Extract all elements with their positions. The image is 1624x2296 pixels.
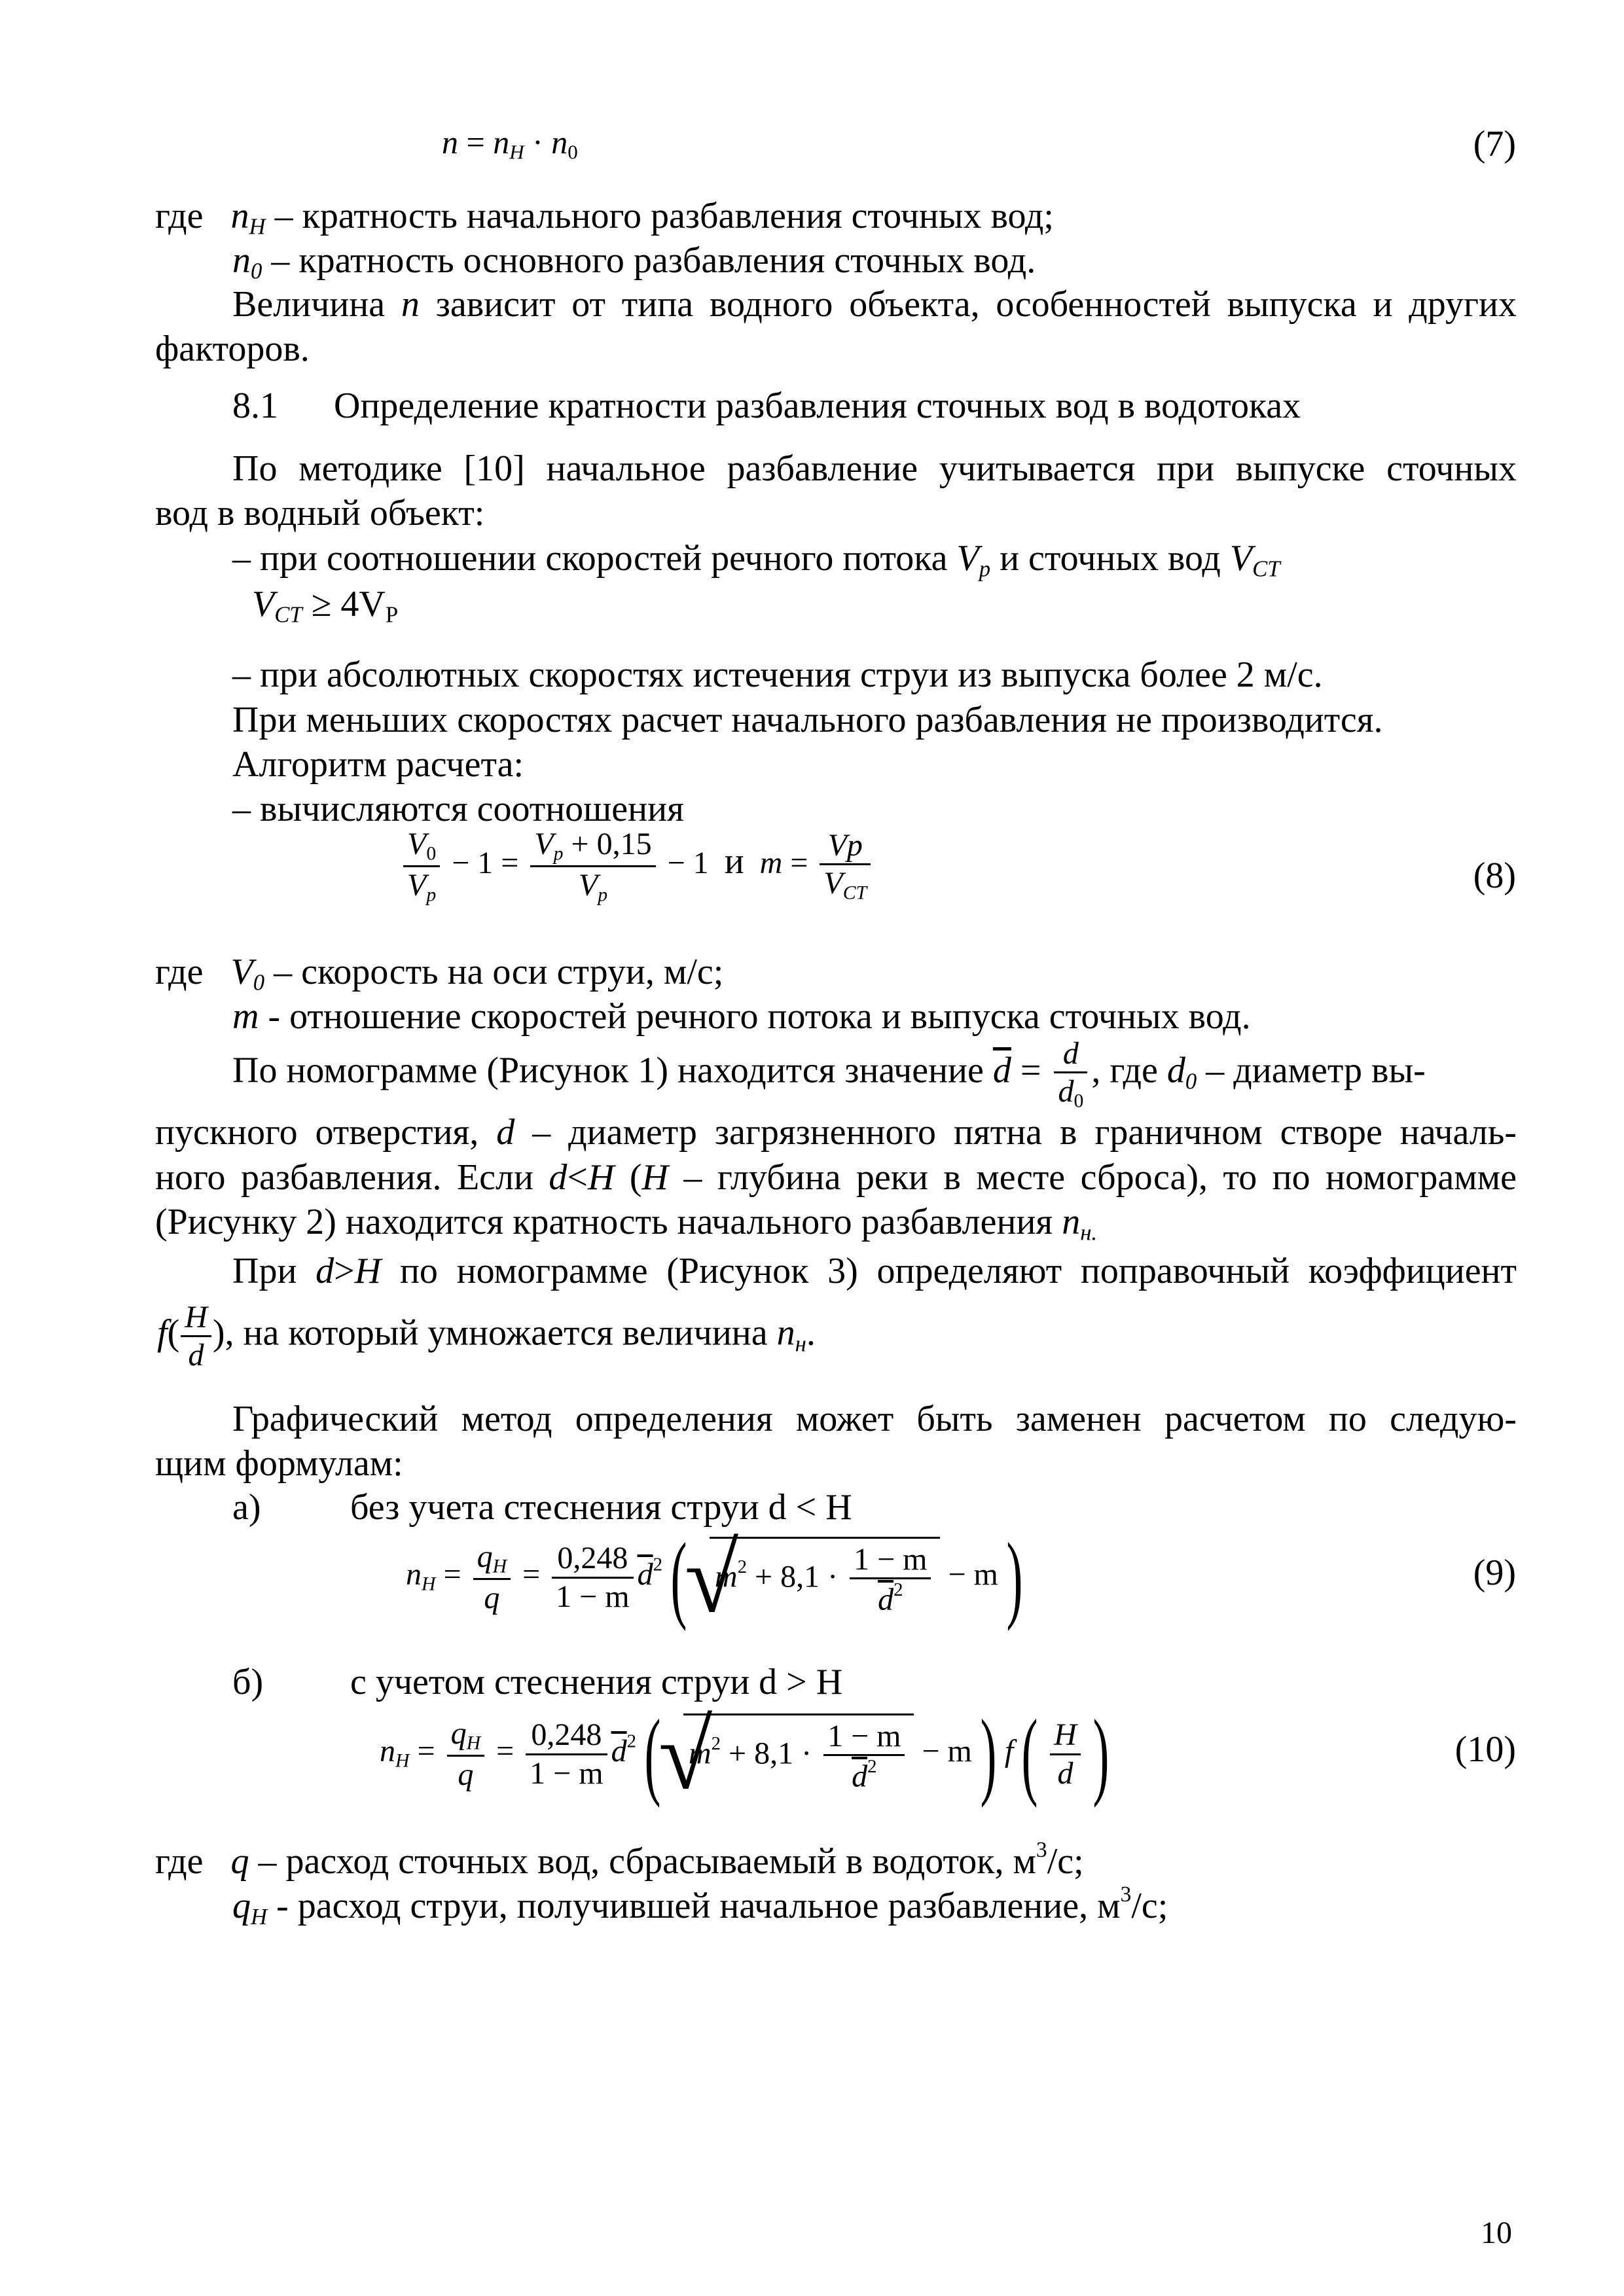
velocity-condition: $V_{CT} \ge 4V_P$ (252, 584, 399, 628)
equation-number-8: (8) (1473, 855, 1516, 896)
bullet-absolute-velocity: – при абсолютных скоростях истечения струи из выпуска более 2 м/с. (232, 655, 1323, 695)
bullet-velocity-ratio: – при соотношении скоростей речного потока $V_p$ и сточных вод $V_{CT}$ (232, 538, 1280, 582)
paragraph-nomogram-line2: пускного отверстия, d – диаметр загрязненного пятна в граничном створе началь- (155, 1112, 1517, 1153)
item-b-text: с учетом стеснения струи d > H (350, 1662, 843, 1702)
bullet-ratios: – вычисляются соотношения (232, 789, 684, 829)
equation-8: $\frac{V_0}{V_p}$ − 1 = $\frac{V_p + 0,15}{V_p}$ − 1 и m = $\frac{Vp}{V_{CT}}$ (399, 826, 875, 906)
equation-number-7: (7) (1473, 124, 1516, 164)
paragraph-value-n-line1: Величина n зависит от типа водного объекта, особенностей выпуска и других (232, 284, 1517, 325)
where-q-line: где q – расход сточных вод, сбрасываемый в водоток, $м^3/с$; (155, 1838, 1084, 1882)
paragraph-nomogram-line3: ного разбавления. Если d<H (H – глубина реки в месте сброса), то по номограмме (155, 1157, 1517, 1198)
paragraph-value-n-line2: факторов. (155, 329, 310, 369)
item-b-label: б) (232, 1662, 264, 1702)
paragraph-methodology-line1: По методике [10] начальное разбавление учитывается при выпуске сточных (232, 448, 1517, 489)
fraction-coefficient: $\frac{0,248}{1 - m}$ (552, 1540, 633, 1614)
paragraph-nomogram-1: По номограмме (Рисунок 1) находится значение $\overline{d}$ = $\frac{d}{d_0}$ , где $d_0$ – диаметр вы- (232, 1036, 1426, 1112)
fraction-H-over-d: $\frac{H}{d}$ (1050, 1717, 1081, 1791)
paragraph-algorithm: Алгоритм расчета: (232, 744, 524, 785)
paragraph-graphic-method-line1: Графический метод определения может быть заменен расчетом по следую- (232, 1399, 1517, 1439)
page-number: 10 (1481, 2215, 1512, 2250)
paragraph-correction-line2: f( $\frac{H}{d}$ ), на который умножается величина $n_н$. (157, 1300, 816, 1373)
equation-7: $n = n_H \cdot n_0$ (442, 124, 578, 164)
section-title: Определение кратности разбавления сточных вод в водотоках (334, 386, 1301, 426)
where-m-line: m - отношение скоростей речного потока и выпуска сточных вод. (232, 996, 1251, 1037)
fraction-v0-vp: $\frac{V_0}{V_p}$ (403, 826, 440, 906)
section-number: 8.1 (232, 386, 278, 426)
where-qh-line: $q_H$ - расход струи, получившей начальное разбавление, $м^3/с$; (232, 1882, 1168, 1929)
square-root: √ $m^2 + 8,1$ · $\frac{1 - m}{\overline{d}^2}$ (710, 1537, 941, 1618)
fraction-d-d0: $\frac{d}{d_0}$ (1054, 1035, 1087, 1113)
paragraph-lower-velocity: При меньших скоростях расчет начального разбавления не производится. (232, 700, 1383, 740)
fraction-1-m-d2: $\frac{1 - m}{\overline{d}^2}$ (850, 1541, 931, 1618)
equation-number-10: (10) (1454, 1729, 1516, 1770)
equation-10: $n_H$ = $\frac{q_H}{q}$ = $\frac{0,248}{1 - m}$ $\overline{d}^2$( √ $m^2 + 8,1$ · $\frac{1 - m}{\overline{d}^2}$ − m) f( $\frac{H}{d}$ ) (380, 1705, 1117, 1803)
equation-number-9: (9) (1473, 1552, 1516, 1593)
equation-9: $n_H$ = $\frac{q_H}{q}$ = $\frac{0,248}{1 - m}$ $\overline{d}^2$( √ $m^2 + 8,1$ · $\frac{1 - m}{\overline{d}^2}$ − m) (406, 1528, 1031, 1626)
paragraph-correction-line1: При d>H по номограмме (Рисунок 3) определяют поправочный коэффициент (232, 1251, 1517, 1291)
where-v0-line: где $V_0$ – скорость на оси струи, м/с; (155, 952, 724, 996)
paragraph-methodology-line2: вод в водный объект: (155, 493, 485, 533)
fraction-vp-plus: $\frac{V_p + 0,15}{V_p}$ (530, 826, 655, 906)
fraction-H-d: $\frac{H}{d}$ (181, 1299, 211, 1373)
fraction-vp-vct: $\frac{Vp}{V_{CT}}$ (820, 827, 871, 905)
paragraph-graphic-method-line2: щим формулам: (155, 1443, 403, 1484)
where-nh-line: где $n_H$ – кратность начального разбавления сточных вод; (155, 196, 1054, 240)
paragraph-nomogram-line4: (Рисунку 2) находится кратность начального разбавления $n_{н.}$ (155, 1202, 1098, 1246)
item-a-text: без учета стеснения струи d < H (350, 1487, 852, 1528)
item-a-label: а) (232, 1487, 261, 1528)
where-n0-line: $n_0$ – кратность основного разбавления сточных вод. (232, 240, 1036, 284)
fraction-qh-q: $\frac{q_H}{q}$ (473, 1539, 511, 1616)
